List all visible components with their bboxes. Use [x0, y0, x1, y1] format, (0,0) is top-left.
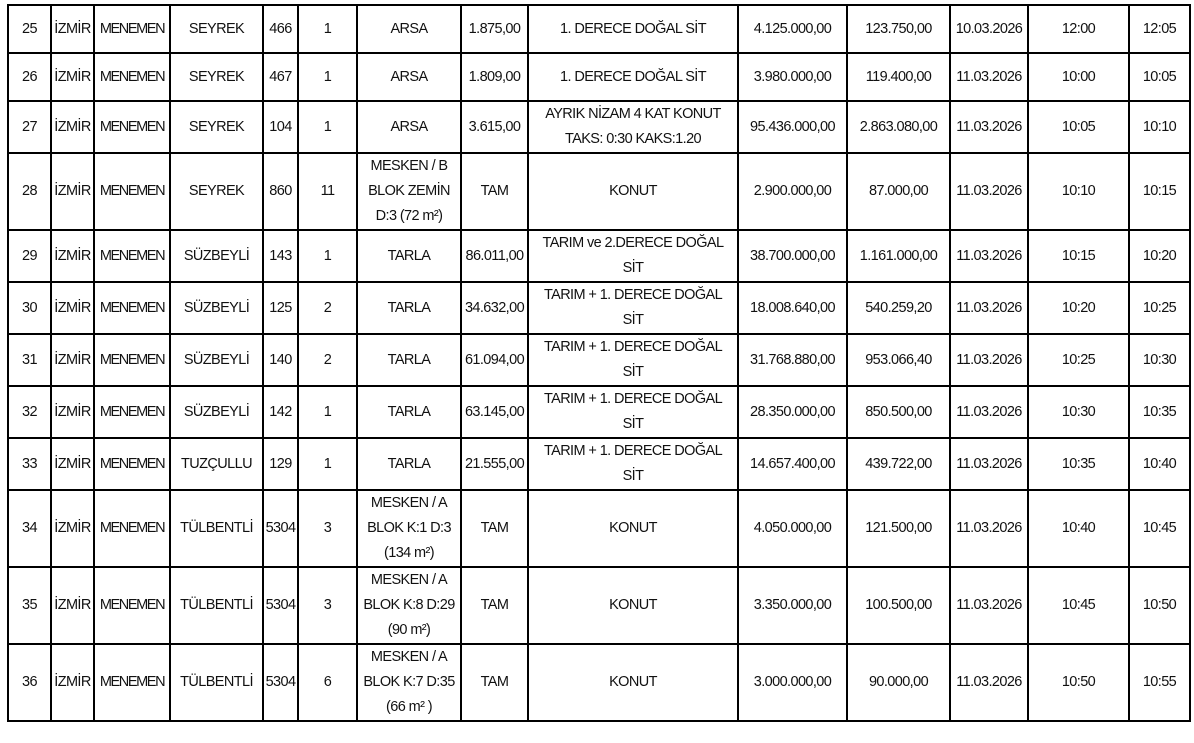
- cell-imar-durumu-line: KONUT: [609, 520, 657, 536]
- cell-imar-durumu-line: TARIM + 1. DERECE DOĞAL: [543, 391, 723, 407]
- cell-nitelik: [357, 101, 461, 153]
- cell-baslangic-saati: 10:50: [1028, 644, 1129, 721]
- cell-nitelik-line: (90 m²): [387, 622, 431, 638]
- cell-imar-durumu: [528, 386, 738, 438]
- cell-ada: 467: [263, 53, 298, 101]
- cell-imar-durumu: [528, 153, 738, 230]
- table-row: [8, 5, 1190, 53]
- cell-nitelik-line: D:3 (72 m²): [375, 208, 443, 224]
- cell-baslangic-saati: 10:05: [1028, 101, 1129, 153]
- cell-ilce: MENEMEN: [94, 490, 170, 567]
- cell-baslangic-saati: 10:35: [1028, 438, 1129, 490]
- cell-imar-durumu: [528, 334, 738, 386]
- cell-ada: 143: [263, 230, 298, 282]
- cell-il: İZMİR: [51, 490, 94, 567]
- cell-nitelik-line: ARSA: [390, 20, 428, 37]
- cell-sira-no: 36: [8, 644, 51, 721]
- cell-ihale-tarihi: 11.03.2026: [950, 490, 1028, 567]
- cell-ilce: MENEMEN: [94, 567, 170, 644]
- cell-parsel: 11: [298, 153, 357, 230]
- cell-ada: 5304: [263, 490, 298, 567]
- cell-nitelik-line: BLOK ZEMİN: [368, 183, 450, 199]
- cell-baslangic-saati: 10:30: [1028, 386, 1129, 438]
- cell-ilce: MENEMEN: [94, 230, 170, 282]
- cell-imar-durumu: [528, 5, 738, 53]
- cell-imar-durumu-line: TAKS: 0:30 KAKS:1.20: [564, 131, 702, 147]
- cell-mahalle: SEYREK: [170, 153, 263, 230]
- cell-il: İZMİR: [51, 334, 94, 386]
- cell-mahalle: SEYREK: [170, 53, 263, 101]
- cell-alan: TAM: [461, 644, 528, 721]
- cell-parsel: 1: [298, 438, 357, 490]
- cell-parsel: 6: [298, 644, 357, 721]
- cell-bitis-saati: 10:15: [1129, 153, 1190, 230]
- cell-teminat: 100.500,00: [847, 567, 950, 644]
- cell-muhammen-bedel: 95.436.000,00: [738, 101, 847, 153]
- table-row: [8, 334, 1190, 386]
- cell-bitis-saati: 10:55: [1129, 644, 1190, 721]
- cell-teminat: 2.863.080,00: [847, 101, 950, 153]
- cell-ada: 142: [263, 386, 298, 438]
- cell-alan: TAM: [461, 153, 528, 230]
- cell-nitelik: [357, 567, 461, 644]
- cell-baslangic-saati: 10:20: [1028, 282, 1129, 334]
- cell-nitelik: [357, 5, 461, 53]
- cell-mahalle: SEYREK: [170, 5, 263, 53]
- cell-imar-durumu-line: 1. DERECE DOĞAL SİT: [560, 68, 706, 85]
- cell-imar-durumu: [528, 490, 738, 567]
- cell-il: İZMİR: [51, 53, 94, 101]
- cell-imar-durumu-line: SİT: [622, 364, 644, 380]
- cell-muhammen-bedel: 4.125.000,00: [738, 5, 847, 53]
- cell-mahalle: TÜLBENTLİ: [170, 644, 263, 721]
- cell-imar-durumu: [528, 282, 738, 334]
- cell-alan: 34.632,00: [461, 282, 528, 334]
- cell-imar-durumu: [528, 101, 738, 153]
- cell-ada: 129: [263, 438, 298, 490]
- cell-ilce: MENEMEN: [94, 53, 170, 101]
- table-row: [8, 230, 1190, 282]
- cell-muhammen-bedel: 3.980.000,00: [738, 53, 847, 101]
- cell-ilce: MENEMEN: [94, 153, 170, 230]
- cell-nitelik-line: ARSA: [390, 118, 428, 135]
- cell-muhammen-bedel: 38.700.000,00: [738, 230, 847, 282]
- cell-mahalle: SÜZBEYLİ: [170, 334, 263, 386]
- cell-baslangic-saati: 10:15: [1028, 230, 1129, 282]
- cell-sira-no: 31: [8, 334, 51, 386]
- cell-nitelik-line: MESKEN / A: [370, 649, 448, 665]
- table-row: [8, 386, 1190, 438]
- cell-ada: 104: [263, 101, 298, 153]
- cell-teminat: 119.400,00: [847, 53, 950, 101]
- cell-alan: 1.809,00: [461, 53, 528, 101]
- cell-parsel: 2: [298, 282, 357, 334]
- cell-ihale-tarihi: 11.03.2026: [950, 101, 1028, 153]
- cell-nitelik-line: TARLA: [387, 247, 431, 264]
- cell-muhammen-bedel: 28.350.000,00: [738, 386, 847, 438]
- document-sheet: [7, 4, 1191, 722]
- cell-ada: 860: [263, 153, 298, 230]
- cell-nitelik-line: (66 m² ): [386, 699, 432, 715]
- cell-imar-durumu: [528, 644, 738, 721]
- cell-teminat: 540.259,20: [847, 282, 950, 334]
- cell-teminat: 123.750,00: [847, 5, 950, 53]
- cell-muhammen-bedel: 3.000.000,00: [738, 644, 847, 721]
- cell-baslangic-saati: 10:40: [1028, 490, 1129, 567]
- cell-imar-durumu-line: TARIM + 1. DERECE DOĞAL: [543, 287, 723, 303]
- cell-sira-no: 34: [8, 490, 51, 567]
- cell-baslangic-saati: 10:00: [1028, 53, 1129, 101]
- cell-alan: 21.555,00: [461, 438, 528, 490]
- cell-imar-durumu: [528, 230, 738, 282]
- cell-alan: 61.094,00: [461, 334, 528, 386]
- cell-ilce: MENEMEN: [94, 438, 170, 490]
- cell-sira-no: 27: [8, 101, 51, 153]
- cell-nitelik-line: TARLA: [387, 351, 431, 368]
- cell-bitis-saati: 10:05: [1129, 53, 1190, 101]
- cell-mahalle: TUZÇULLU: [170, 438, 263, 490]
- cell-nitelik-line: TARLA: [387, 403, 431, 420]
- cell-il: İZMİR: [51, 101, 94, 153]
- cell-nitelik: [357, 153, 461, 230]
- cell-baslangic-saati: 10:10: [1028, 153, 1129, 230]
- table-row: [8, 490, 1190, 567]
- cell-alan: 86.011,00: [461, 230, 528, 282]
- cell-bitis-saati: 12:05: [1129, 5, 1190, 53]
- cell-nitelik-line: BLOK K:7 D:35: [363, 674, 455, 690]
- cell-muhammen-bedel: 4.050.000,00: [738, 490, 847, 567]
- cell-imar-durumu-line: TARIM + 1. DERECE DOĞAL: [543, 339, 723, 355]
- cell-bitis-saati: 10:35: [1129, 386, 1190, 438]
- cell-ihale-tarihi: 11.03.2026: [950, 567, 1028, 644]
- cell-il: İZMİR: [51, 567, 94, 644]
- cell-teminat: 87.000,00: [847, 153, 950, 230]
- cell-nitelik: [357, 230, 461, 282]
- table-row: [8, 101, 1190, 153]
- cell-bitis-saati: 10:45: [1129, 490, 1190, 567]
- cell-bitis-saati: 10:20: [1129, 230, 1190, 282]
- cell-parsel: 3: [298, 567, 357, 644]
- cell-nitelik: [357, 386, 461, 438]
- cell-il: İZMİR: [51, 230, 94, 282]
- cell-ada: 466: [263, 5, 298, 53]
- cell-ihale-tarihi: 11.03.2026: [950, 282, 1028, 334]
- table-row: [8, 153, 1190, 230]
- cell-sira-no: 25: [8, 5, 51, 53]
- cell-nitelik: [357, 282, 461, 334]
- cell-sira-no: 28: [8, 153, 51, 230]
- cell-imar-durumu-line: KONUT: [609, 674, 657, 690]
- cell-alan: TAM: [461, 567, 528, 644]
- cell-nitelik-line: (134 m²): [384, 545, 434, 561]
- table-body: [8, 5, 1190, 721]
- cell-ihale-tarihi: 11.03.2026: [950, 53, 1028, 101]
- property-auction-table: [7, 4, 1191, 722]
- cell-ihale-tarihi: 10.03.2026: [950, 5, 1028, 53]
- cell-parsel: 1: [298, 53, 357, 101]
- cell-nitelik-line: MESKEN / A: [370, 495, 448, 511]
- cell-ihale-tarihi: 11.03.2026: [950, 386, 1028, 438]
- cell-nitelik: [357, 490, 461, 567]
- cell-imar-durumu-line: TARIM + 1. DERECE DOĞAL: [543, 443, 723, 459]
- table-row: [8, 567, 1190, 644]
- cell-parsel: 2: [298, 334, 357, 386]
- cell-ilce: MENEMEN: [94, 386, 170, 438]
- cell-imar-durumu-line: KONUT: [609, 183, 657, 199]
- cell-imar-durumu-line: SİT: [622, 260, 644, 276]
- cell-ihale-tarihi: 11.03.2026: [950, 438, 1028, 490]
- cell-parsel: 1: [298, 386, 357, 438]
- cell-teminat: 1.161.000,00: [847, 230, 950, 282]
- cell-nitelik-line: TARLA: [387, 299, 431, 316]
- cell-muhammen-bedel: 14.657.400,00: [738, 438, 847, 490]
- cell-bitis-saati: 10:10: [1129, 101, 1190, 153]
- cell-il: İZMİR: [51, 153, 94, 230]
- cell-teminat: 953.066,40: [847, 334, 950, 386]
- cell-nitelik-line: MESKEN / B: [370, 158, 448, 174]
- cell-sira-no: 35: [8, 567, 51, 644]
- cell-nitelik-line: BLOK K:1 D:3: [367, 520, 451, 536]
- cell-nitelik-line: TARLA: [387, 455, 431, 472]
- cell-parsel: 1: [298, 230, 357, 282]
- cell-teminat: 121.500,00: [847, 490, 950, 567]
- cell-ihale-tarihi: 11.03.2026: [950, 230, 1028, 282]
- cell-imar-durumu-line: SİT: [622, 468, 644, 484]
- cell-imar-durumu: [528, 53, 738, 101]
- cell-il: İZMİR: [51, 438, 94, 490]
- cell-mahalle: SÜZBEYLİ: [170, 282, 263, 334]
- cell-parsel: 1: [298, 101, 357, 153]
- cell-parsel: 3: [298, 490, 357, 567]
- cell-nitelik: [357, 53, 461, 101]
- cell-imar-durumu-line: SİT: [622, 312, 644, 328]
- cell-ihale-tarihi: 11.03.2026: [950, 644, 1028, 721]
- cell-il: İZMİR: [51, 644, 94, 721]
- cell-mahalle: TÜLBENTLİ: [170, 490, 263, 567]
- cell-sira-no: 30: [8, 282, 51, 334]
- cell-muhammen-bedel: 2.900.000,00: [738, 153, 847, 230]
- cell-imar-durumu: [528, 567, 738, 644]
- cell-bitis-saati: 10:50: [1129, 567, 1190, 644]
- cell-il: İZMİR: [51, 282, 94, 334]
- cell-nitelik: [357, 644, 461, 721]
- cell-ilce: MENEMEN: [94, 334, 170, 386]
- cell-imar-durumu-line: SİT: [622, 416, 644, 432]
- cell-teminat: 850.500,00: [847, 386, 950, 438]
- cell-bitis-saati: 10:40: [1129, 438, 1190, 490]
- cell-il: İZMİR: [51, 386, 94, 438]
- cell-teminat: 439.722,00: [847, 438, 950, 490]
- cell-bitis-saati: 10:25: [1129, 282, 1190, 334]
- cell-teminat: 90.000,00: [847, 644, 950, 721]
- cell-ihale-tarihi: 11.03.2026: [950, 334, 1028, 386]
- cell-nitelik-line: ARSA: [390, 68, 428, 85]
- cell-nitelik-line: MESKEN / A: [370, 572, 448, 588]
- cell-alan: 63.145,00: [461, 386, 528, 438]
- cell-sira-no: 26: [8, 53, 51, 101]
- cell-mahalle: SÜZBEYLİ: [170, 386, 263, 438]
- cell-ada: 5304: [263, 567, 298, 644]
- cell-alan: TAM: [461, 490, 528, 567]
- cell-muhammen-bedel: 3.350.000,00: [738, 567, 847, 644]
- cell-baslangic-saati: 10:45: [1028, 567, 1129, 644]
- cell-mahalle: TÜLBENTLİ: [170, 567, 263, 644]
- cell-muhammen-bedel: 18.008.640,00: [738, 282, 847, 334]
- table-row: [8, 438, 1190, 490]
- cell-bitis-saati: 10:30: [1129, 334, 1190, 386]
- cell-ada: 140: [263, 334, 298, 386]
- table-row: [8, 53, 1190, 101]
- cell-muhammen-bedel: 31.768.880,00: [738, 334, 847, 386]
- cell-imar-durumu-line: AYRIK NİZAM 4 KAT KONUT: [545, 106, 721, 122]
- cell-ada: 5304: [263, 644, 298, 721]
- cell-baslangic-saati: 10:25: [1028, 334, 1129, 386]
- cell-imar-durumu-line: KONUT: [609, 597, 657, 613]
- cell-parsel: 1: [298, 5, 357, 53]
- table-row: [8, 282, 1190, 334]
- cell-alan: 1.875,00: [461, 5, 528, 53]
- cell-ihale-tarihi: 11.03.2026: [950, 153, 1028, 230]
- cell-imar-durumu: [528, 438, 738, 490]
- cell-mahalle: SEYREK: [170, 101, 263, 153]
- cell-mahalle: SÜZBEYLİ: [170, 230, 263, 282]
- cell-nitelik: [357, 334, 461, 386]
- cell-nitelik: [357, 438, 461, 490]
- cell-nitelik-line: BLOK K:8 D:29: [363, 597, 455, 613]
- cell-baslangic-saati: 12:00: [1028, 5, 1129, 53]
- cell-ilce: MENEMEN: [94, 644, 170, 721]
- cell-ilce: MENEMEN: [94, 5, 170, 53]
- table-row: [8, 644, 1190, 721]
- cell-imar-durumu-line: TARIM ve 2.DERECE DOĞAL: [542, 235, 724, 251]
- cell-sira-no: 29: [8, 230, 51, 282]
- cell-ada: 125: [263, 282, 298, 334]
- cell-sira-no: 32: [8, 386, 51, 438]
- cell-sira-no: 33: [8, 438, 51, 490]
- cell-ilce: MENEMEN: [94, 101, 170, 153]
- cell-il: İZMİR: [51, 5, 94, 53]
- cell-alan: 3.615,00: [461, 101, 528, 153]
- cell-ilce: MENEMEN: [94, 282, 170, 334]
- cell-imar-durumu-line: 1. DERECE DOĞAL SİT: [560, 20, 706, 37]
